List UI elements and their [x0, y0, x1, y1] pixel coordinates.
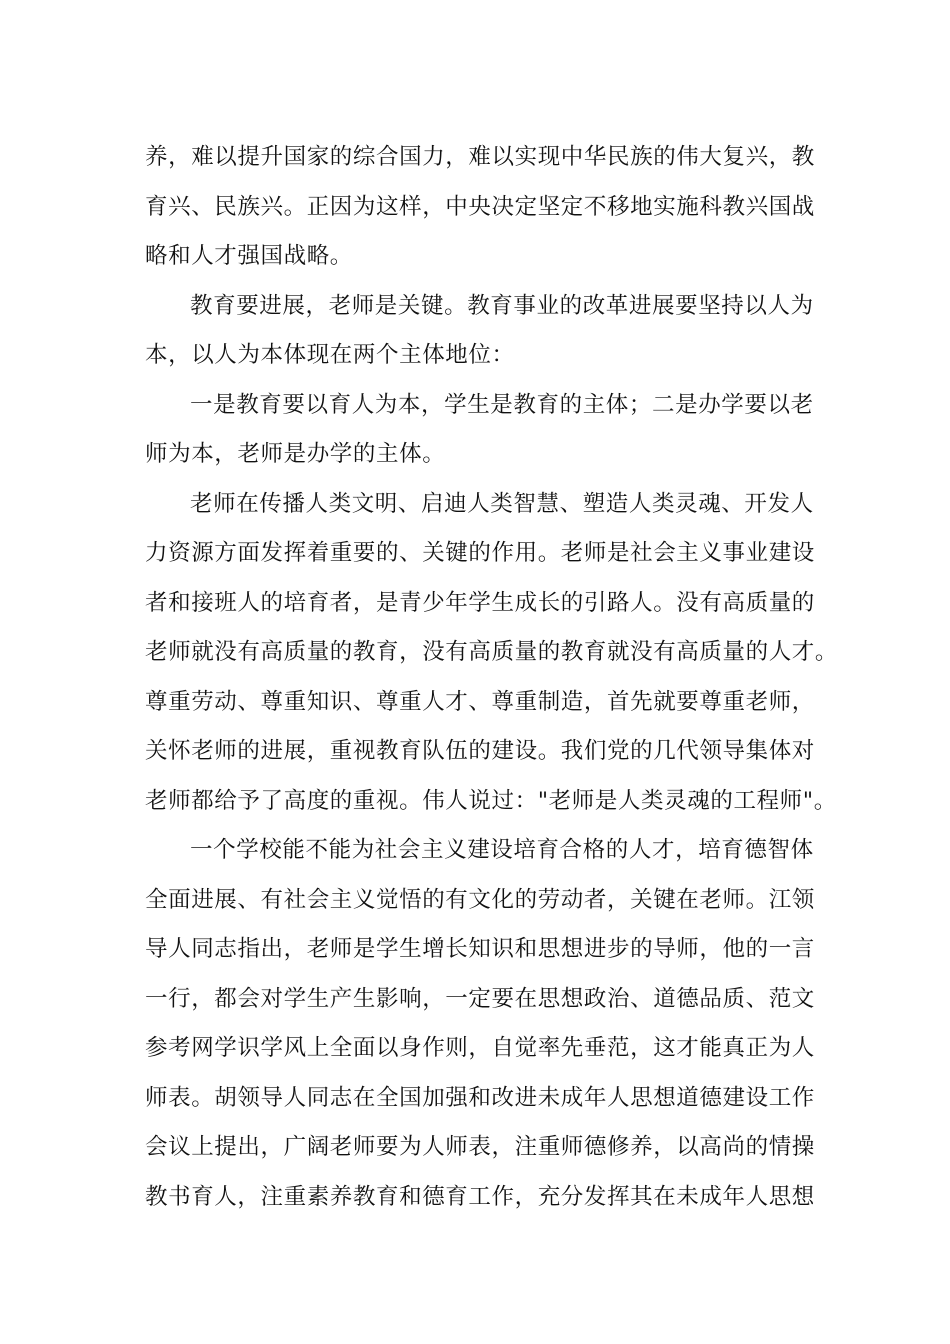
text-line: 养，难以提升国家的综合国力，难以实现中华民族的伟大复兴，教 — [145, 144, 815, 170]
text-line: 一行，都会对学生产生影响，一定要在思想政治、道德品质、范文 — [145, 985, 815, 1012]
text-line: 育兴、民族兴。正因为这样，中央决定坚定不移地实施科教兴国战 — [145, 193, 815, 220]
text-line: 师表。胡领导人同志在全国加强和改进未成年人思想道德建设工作 — [145, 1084, 815, 1111]
text-line: 老师在传播人类文明、启迪人类智慧、塑造人类灵魂、开发人 — [190, 490, 814, 517]
text-line: 一是教育要以育人为本，学生是教育的主体；二是办学要以老 — [190, 391, 814, 418]
document-body — [145, 133, 839, 1222]
text-line: 参考网学识学风上全面以身作则，自觉率先垂范，这才能真正为人 — [145, 1035, 815, 1061]
text-line: 会议上提出，广阔老师要为人师表，注重师德修养，以高尚的情操 — [145, 1134, 815, 1160]
text-line: 力资源方面发挥着重要的、关键的作用。老师是社会主义事业建设 — [145, 540, 815, 566]
text-line: 师为本，老师是办学的主体。 — [145, 441, 446, 467]
text-line: 老师就没有高质量的教育，没有高质量的教育就没有高质量的人才。 — [145, 639, 839, 665]
text-line: 本，以人为本体现在两个主体地位： — [145, 342, 515, 368]
text-line: 全面进展、有社会主义觉悟的有文化的劳动者，关键在老师。江领 — [145, 886, 815, 913]
text-line: 尊重劳动、尊重知识、尊重人才、尊重制造，首先就要尊重老师， — [145, 688, 815, 715]
text-line: 教育要进展，老师是关键。教育事业的改革进展要坚持以人为 — [190, 292, 814, 319]
text-line: 一个学校能不能为社会主义建设培育合格的人才，培育德智体 — [190, 837, 814, 863]
text-line: 略和人才强国战略。 — [145, 243, 353, 269]
text-line: 教书育人，注重素养教育和德育工作，充分发挥其在未成年人思想 — [145, 1183, 815, 1210]
text-line: 者和接班人的培育者，是青少年学生成长的引路人。没有高质量的 — [145, 589, 815, 616]
text-line: 导人同志指出，老师是学生增长知识和思想进步的导师，他的一言 — [145, 936, 815, 962]
text-line: 老师都给予了高度的重视。伟人说过："老师是人类灵魂的工程师"。 — [145, 787, 837, 814]
text-line: 关怀老师的进展，重视教育队伍的建设。我们党的几代领导集体对 — [145, 738, 815, 764]
